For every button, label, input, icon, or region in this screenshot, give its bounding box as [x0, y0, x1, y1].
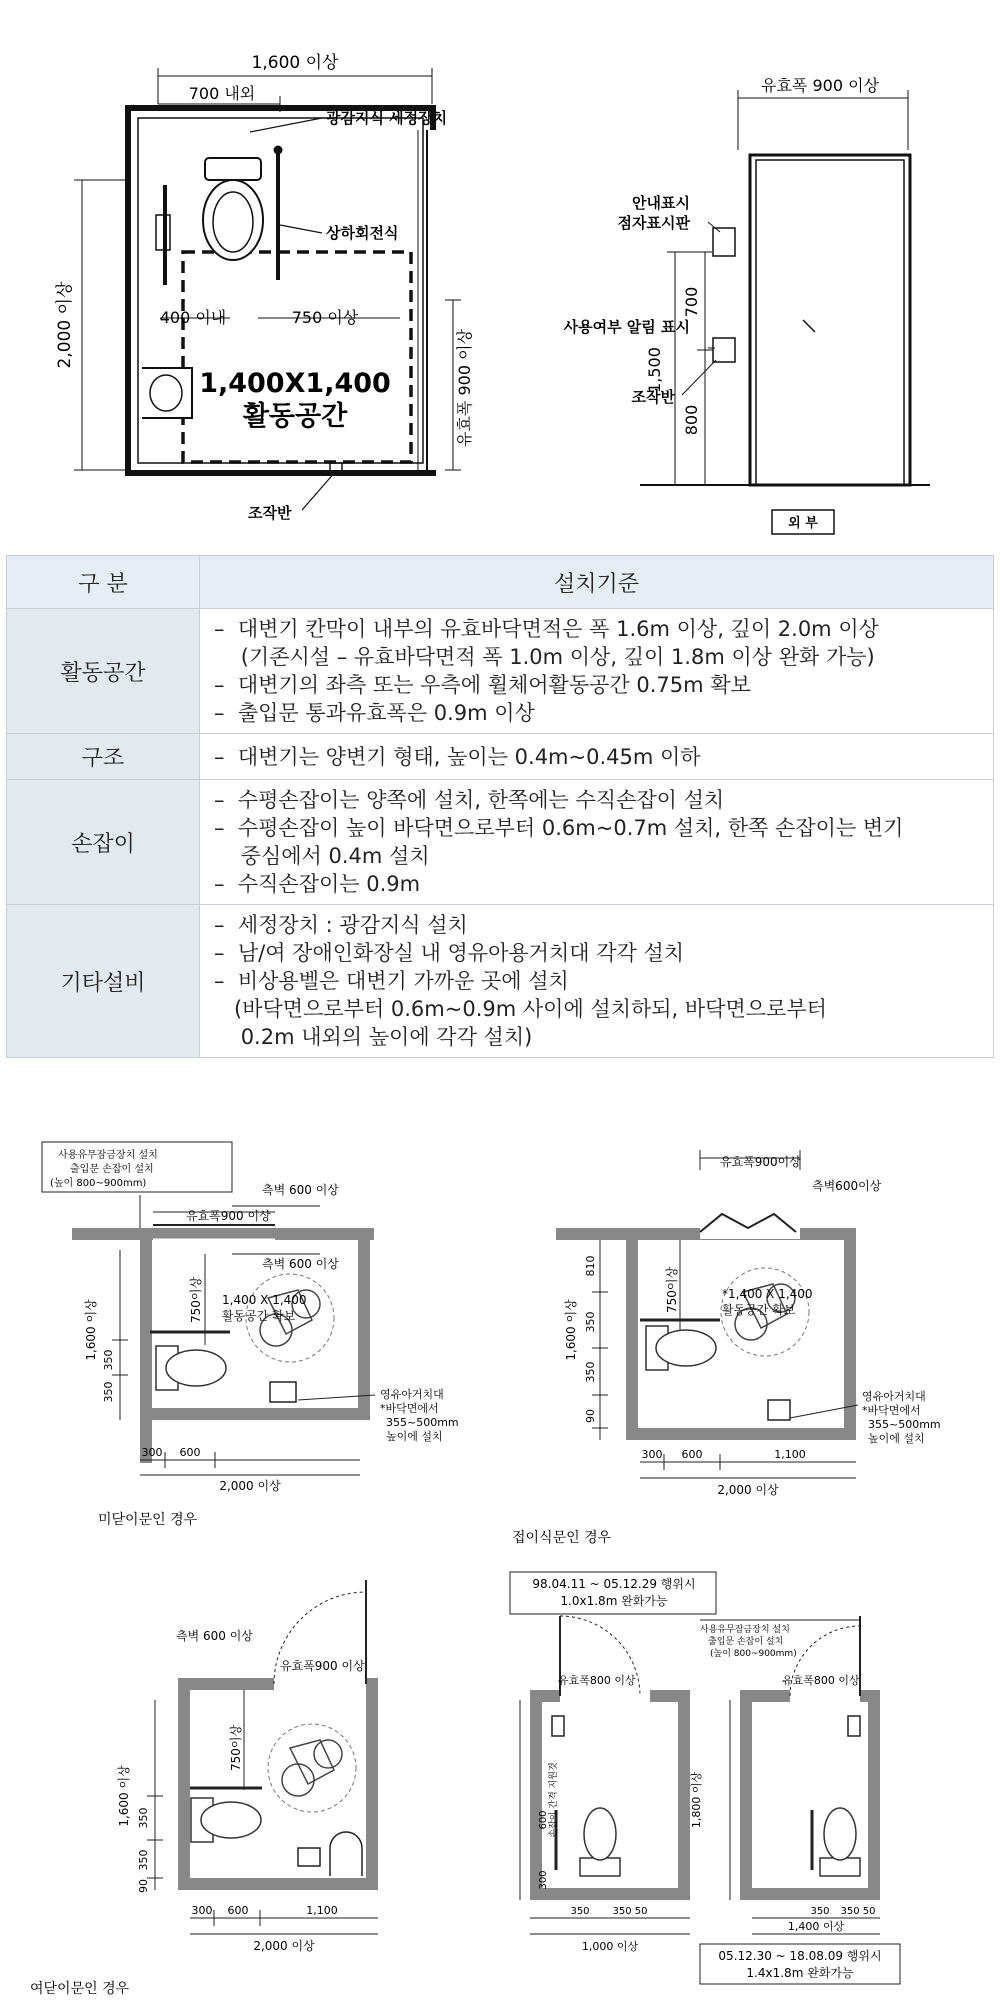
- hinged-caption: 여닫이문인 경우: [30, 1981, 130, 1997]
- label-usage-indicator: 사용여부 알림 표시: [563, 318, 690, 336]
- standard-line: – 수평손잡이는 양쪽에 설치, 한쪽에는 수직손잡이 설치: [214, 788, 725, 812]
- hinged-dim-1100: 1,100: [306, 1904, 338, 1917]
- sliding-baby-line1: 영유아거치대: [380, 1388, 444, 1401]
- sliding-door-width: 유효폭900 이상: [186, 1209, 271, 1223]
- dim-700-height: 700: [682, 286, 701, 318]
- existing-door-b: 유효폭800 이상: [782, 1674, 860, 1687]
- existing-dim-350c: 350: [810, 1906, 830, 1917]
- standard-line: – 대변기는 양변기 형태, 높이는 0.4m~0.45m 이하: [214, 744, 701, 769]
- label-control-panel-2: 조작반: [631, 388, 675, 406]
- sliding-side-wall: 측벽 600 이상: [262, 1183, 339, 1197]
- row-category: 구조: [7, 734, 200, 780]
- sliding-side-wall-2: 측벽 600 이상: [262, 1257, 339, 1271]
- standard-line: – 대변기 칸막이 내부의 유효바닥면적은 폭 1.6m 이상, 깊이 2.0m 이상: [214, 617, 879, 641]
- existing-dim-1000: 1,000 이상: [581, 1940, 639, 1953]
- existing-lock-note1: 사용유무잠금장치 설치: [700, 1625, 790, 1635]
- folding-door-width: 유효폭900이상: [720, 1155, 801, 1169]
- standard-line: (기존시설 – 유효바닥면적 폭 1.0m 이상, 깊이 1.8m 이상 완화 가능): [214, 645, 875, 669]
- folding-circle-label-2: 활동공간 확보: [722, 1303, 796, 1317]
- existing-dim-600: 600: [538, 1810, 549, 1830]
- folding-dim-1100: 1,100: [774, 1448, 806, 1461]
- folding-door-plan: [556, 1150, 858, 1478]
- folding-dim-90: 90: [584, 1409, 597, 1423]
- dim-750: 750 이상: [291, 308, 359, 327]
- row-standards: [200, 780, 994, 905]
- row-category: 기타설비: [7, 905, 200, 1058]
- hinged-dim-600: 600: [227, 1904, 249, 1917]
- sliding-caption: 미닫이문인 경우: [98, 1512, 198, 1528]
- existing-dim-1400: 1,400 이상: [787, 1920, 845, 1933]
- sliding-dim-600: 600: [179, 1446, 201, 1459]
- standard-line: – 세정장치 : 광감지식 설치: [214, 913, 468, 937]
- existing-lock-note3: (높이 800~900mm): [710, 1649, 797, 1659]
- standard-line: – 출입문 통과유효폭은 0.9m 이상: [214, 701, 535, 725]
- standard-line: (바닥면으로부터 0.6m~0.9m 사이에 설치하되, 바닥면으로부터: [214, 997, 827, 1021]
- row-category: 활동공간: [7, 609, 200, 734]
- activity-area-name: 활동공간: [242, 401, 348, 432]
- sliding-circle-label: 1,400 X 1,400: [222, 1293, 307, 1307]
- sliding-dim-350b: 350: [102, 1381, 115, 1403]
- header-standard: 설치기준: [200, 556, 994, 609]
- table-row: [7, 905, 994, 1058]
- row-standards: [200, 734, 994, 780]
- folding-dim-600: 600: [681, 1448, 703, 1461]
- folding-dim-350a: 350: [584, 1311, 597, 1333]
- existing-dim-350a: 350: [570, 1906, 590, 1917]
- folding-baby-line4: 높이에 설치: [868, 1432, 925, 1445]
- existing-dim-350d: 350 50: [840, 1906, 876, 1917]
- folding-baby-line3: 355~500mm: [868, 1418, 941, 1431]
- row-standards: [200, 609, 994, 734]
- sliding-note-line3: (높이 800~900mm): [50, 1178, 147, 1189]
- existing-note1-line1: 98.04.11 ~ 05.12.29 행위시: [532, 1577, 696, 1591]
- top-diagrams: [0, 0, 1000, 555]
- dim-400: 400 이내: [159, 308, 227, 327]
- existing-dim-300: 300: [538, 1870, 549, 1890]
- folding-caption: 접이식문인 경우: [512, 1530, 612, 1546]
- sliding-dim-750: 750이상: [189, 1276, 203, 1324]
- dim-door-width-900: 유효폭 900 이상: [761, 76, 879, 95]
- toilet-plan-diagram: [74, 68, 461, 510]
- folding-dim-350b: 350: [584, 1361, 597, 1383]
- dim-depth-2000: 2,000 이상: [55, 281, 75, 369]
- sliding-dim-2000: 2,000 이상: [219, 1479, 281, 1493]
- existing-dim-1800: 1,800 이상: [690, 1771, 703, 1829]
- folding-side-wall: 측벽600이상: [812, 1179, 882, 1193]
- existing-note2-line1: 05.12.30 ~ 18.08.09 행위시: [718, 1949, 882, 1963]
- activity-area-size: 1,400X1,400: [199, 368, 391, 399]
- row-standards: [200, 905, 994, 1058]
- table-row: [7, 734, 994, 780]
- folding-dim-750: 750이상: [665, 1266, 679, 1314]
- label-outside: 외 부: [788, 516, 818, 531]
- dim-700: 700 내외: [188, 84, 256, 103]
- hinged-door-width: 유효폭900 이상: [280, 1659, 365, 1673]
- standard-line: – 비상용벨은 대변기 가까운 곳에 설치: [214, 969, 569, 993]
- standard-line: 중심에서 0.4m 설치: [214, 844, 430, 868]
- hinged-dim-300: 300: [191, 1904, 213, 1917]
- label-guide-sign: 안내표시: [632, 194, 690, 212]
- header-category: 구 분: [7, 556, 200, 609]
- folding-circle-label: *1,400 X 1,400: [722, 1287, 813, 1301]
- existing-door-a: 유효폭800 이상: [558, 1674, 636, 1687]
- label-braille-sign: 점자표시판: [617, 214, 690, 232]
- sliding-circle-label-2: 활동공간 확보: [222, 1309, 296, 1323]
- table-row: [7, 609, 994, 734]
- sliding-dim-300: 300: [141, 1446, 163, 1459]
- standard-line: – 수평손잡이 높이 바닥면으로부터 0.6m~0.7m 설치, 한쪽 손잡이는 변기: [214, 816, 904, 840]
- existing-dim-side: 손잡이 간격 지원것: [549, 1762, 559, 1838]
- hinged-dim-90: 90: [137, 1879, 150, 1893]
- sliding-baby-line4: 높이에 설치: [386, 1430, 443, 1443]
- sliding-baby-line3: 355~500mm: [386, 1416, 459, 1429]
- folding-dim-1600: 1,600 이상: [564, 1299, 578, 1361]
- sliding-dim-1600: 1,600 이상: [84, 1299, 98, 1361]
- hinged-dim-350a: 350: [137, 1807, 150, 1829]
- folding-baby-line2: *바닥면에서: [862, 1404, 921, 1417]
- hinged-dim-350b: 350: [137, 1849, 150, 1871]
- dim-800-height: 800: [682, 404, 701, 436]
- sliding-baby-line2: *바닥면에서: [380, 1402, 439, 1415]
- sliding-dim-350a: 350: [102, 1349, 115, 1371]
- label-control-panel: 조작반: [248, 504, 292, 522]
- existing-lock-note2: 출입문 손잡이 설치: [708, 1637, 784, 1647]
- existing-note1-line2: 1.0x1.8m 완화가능: [560, 1594, 668, 1608]
- standard-line: – 수직손잡이는 0.9m: [214, 872, 421, 896]
- hinged-dim-750: 750이상: [229, 1724, 243, 1772]
- hinged-side-wall: 측벽 600 이상: [176, 1629, 253, 1643]
- standard-line: 0.2m 내외의 높이에 각각 설치): [214, 1025, 533, 1049]
- folding-dim-810: 810: [584, 1255, 597, 1277]
- folding-dim-2000: 2,000 이상: [717, 1483, 779, 1497]
- folding-baby-line1: 영유아거치대: [862, 1390, 926, 1403]
- bottom-plans: [0, 1100, 1000, 2013]
- table-row: [7, 780, 994, 905]
- sliding-note-line1: 사용유무잠금장치 설치: [58, 1150, 158, 1161]
- existing-dim-350b: 350 50: [612, 1906, 648, 1917]
- sliding-note-line2: 출입문 손잡이 설치: [70, 1164, 154, 1175]
- standard-line: – 남/여 장애인화장실 내 영유아용거치대 각각 설치: [214, 941, 685, 965]
- table-header-row: [7, 556, 994, 609]
- row-category: 손잡이: [7, 780, 200, 905]
- dim-width-1600: 1,600 이상: [251, 53, 339, 73]
- hinged-dim-2000: 2,000 이상: [253, 1939, 315, 1953]
- label-sensor-flush: 광감지식 세정장치: [326, 109, 448, 127]
- label-rotating-grab-bar: 상하회전식: [326, 224, 399, 242]
- installation-standards-table: [6, 555, 994, 1058]
- standard-line: – 대변기의 좌측 또는 우측에 휠체어활동공간 0.75m 확보: [214, 673, 751, 697]
- hinged-dim-1600: 1,600 이상: [117, 1765, 131, 1827]
- existing-note2-line2: 1.4x1.8m 완화가능: [746, 1966, 854, 1980]
- folding-dim-300: 300: [641, 1448, 663, 1461]
- dim-door-900: 유효폭 900 이상: [455, 329, 474, 447]
- dim-1500: 1,500: [645, 347, 664, 393]
